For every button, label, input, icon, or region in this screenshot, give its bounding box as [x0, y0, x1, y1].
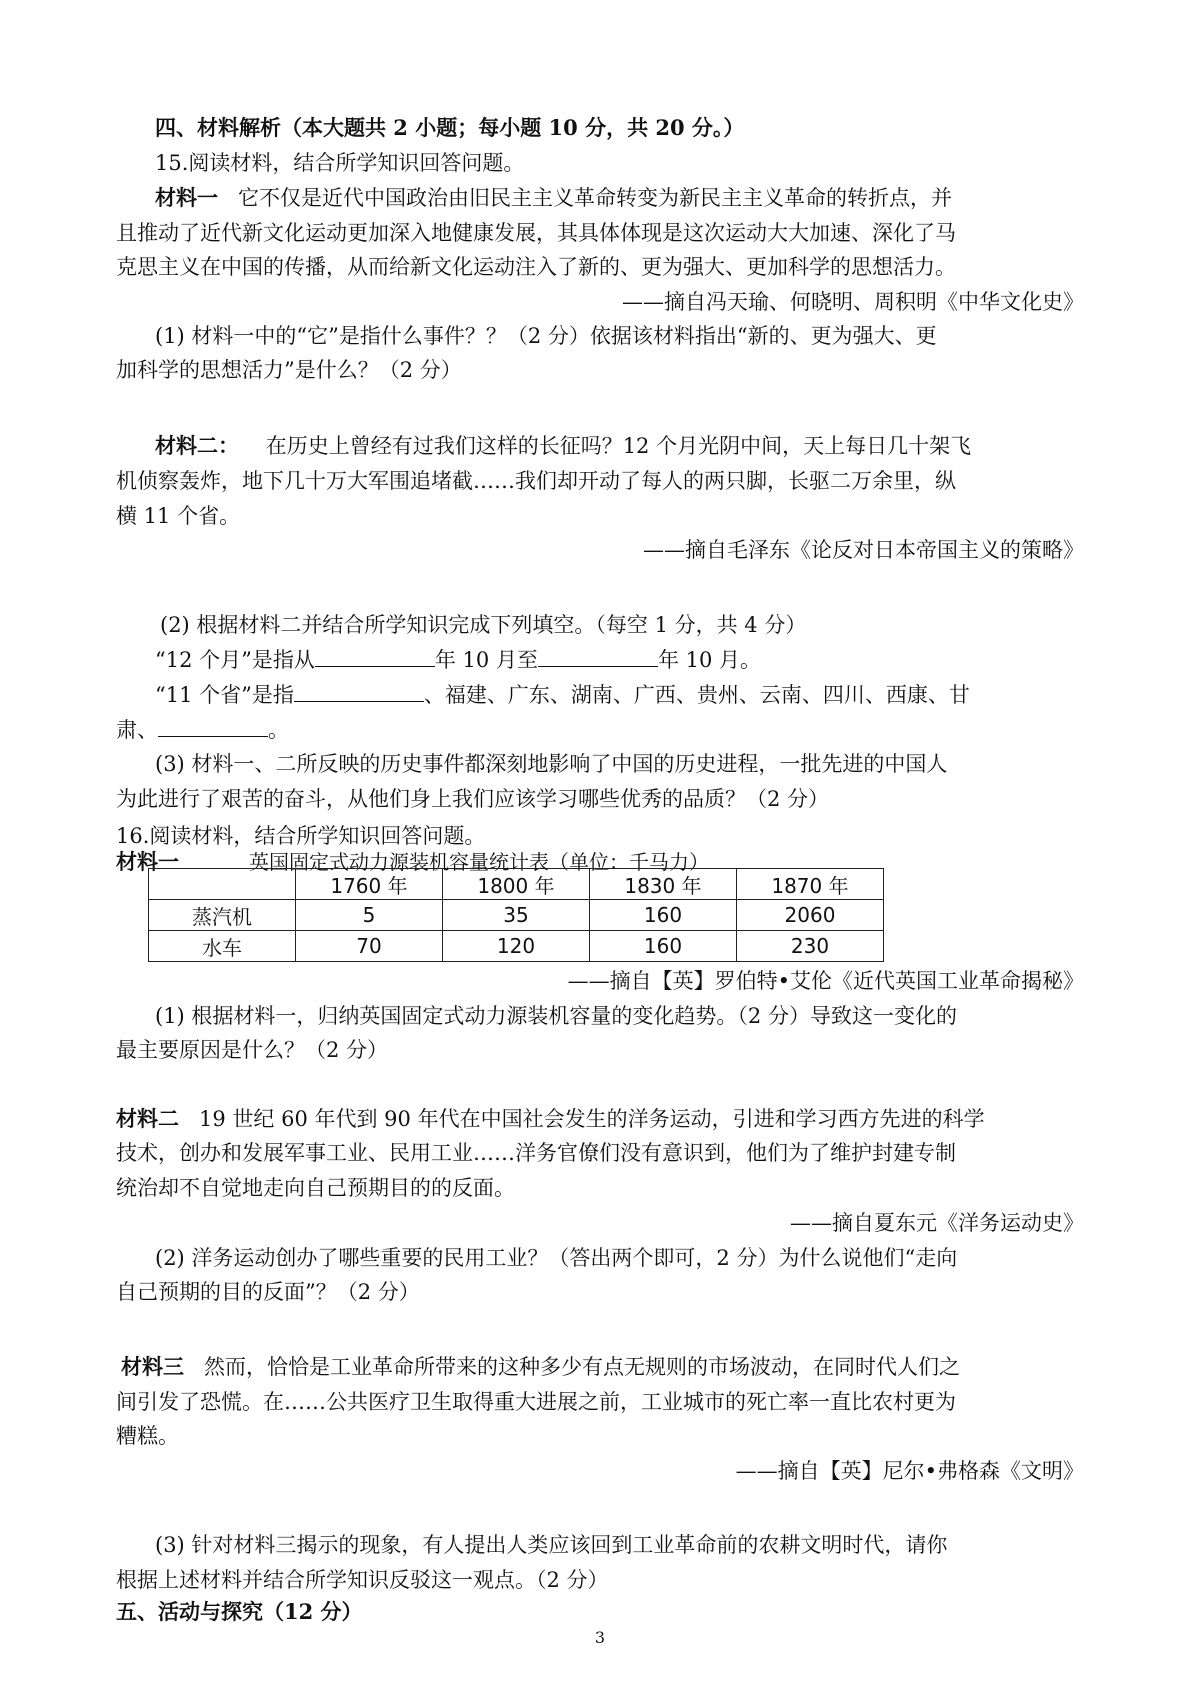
table-cell: 水车 — [149, 931, 296, 962]
answer-blank[interactable] — [315, 646, 435, 667]
fill-blank-12-months — [155, 646, 1200, 674]
page-number: 3 — [594, 1628, 606, 1647]
material-text: 19 世纪 60 年代到 90 年代在中国社会发生的洋务运动，引进和学习西方先进的科学 — [199, 1107, 985, 1131]
q15-question-3-line-1: (3) 材料一、二所反映的历史事件都深刻地影响了中国的历史进程，一批先进的中国人 — [155, 752, 948, 776]
material-label: 材料一 — [155, 185, 218, 210]
table-caption: 英国固定式动力源装机容量统计表（单位：千马力） — [249, 850, 709, 874]
answer-blank[interactable] — [538, 646, 658, 667]
table-cell: 230 — [737, 931, 884, 962]
fill-text: 年 10 月至 — [434, 648, 538, 672]
q15-question-1-line-2: 加科学的思想活力”是什么？（2 分） — [116, 358, 462, 382]
table-header-row — [149, 869, 884, 900]
table-cell: 160 — [590, 900, 737, 931]
fill-text: 肃、 — [116, 718, 158, 742]
q15-material-2-line-1 — [155, 432, 1200, 460]
table-header-cell: 1760 年 — [296, 869, 443, 900]
q16-material-2-line-1 — [116, 1105, 1200, 1133]
q16-question-3-line-2: 根据上述材料并结合所学知识反驳这一观点。（2 分） — [116, 1568, 609, 1592]
q15-material-1-line-3: 克思主义在中国的传播，从而给新文化运动注入了新的、更为强大、更加科学的思想活力。 — [116, 255, 956, 279]
q16-material-3-line-3: 糟糕。 — [116, 1424, 179, 1448]
table-cell: 5 — [296, 900, 443, 931]
table-header-cell: 1800 年 — [443, 869, 590, 900]
table-cell: 120 — [443, 931, 590, 962]
q16-question-1-line-1: (1) 根据材料一，归纳英国固定式动力源装机容量的变化趋势。（2 分）导致这一变化的 — [155, 1004, 957, 1028]
material-label: 材料一 — [116, 849, 179, 874]
material-text: 在历史上曾经有过我们这样的长征吗？12 个月光阴中间，天上每日几十架飞 — [265, 434, 972, 458]
q16-question-2-line-2: 自己预期的目的反面”？（2 分） — [116, 1280, 420, 1304]
question-15-title: 15.阅读材料，结合所学知识回答问题。 — [155, 151, 525, 175]
table-cell: 2060 — [737, 900, 884, 931]
fill-blank-11-provinces-cont — [116, 716, 1200, 744]
q16-material-3-source: ——摘自【英】尼尔•弗格森《文明》 — [735, 1459, 1084, 1483]
q15-material-1-line-2: 且推动了近代新文化运动更加深入地健康发展，其具体体现是这次运动大大加速、深化了马 — [116, 221, 956, 245]
q15-question-2-line-1: (2) 根据材料二并结合所学知识完成下列填空。（每空 1 分，共 4 分） — [160, 613, 807, 637]
q15-material-1-line-1 — [155, 184, 1200, 212]
material-label: 材料三 — [121, 1354, 184, 1379]
table-cell: 35 — [443, 900, 590, 931]
fill-text: “11 个省”是指 — [155, 683, 294, 707]
fill-text: 、福建、广东、湖南、广西、贵州、云南、四川、西康、甘 — [423, 683, 970, 707]
q15-material-2-source: ——摘自毛泽东《论反对日本帝国主义的策略》 — [643, 538, 1084, 562]
material-text: 然而，恰恰是工业革命所带来的这种多少有点无规则的市场波动，在同时代人们之 — [204, 1355, 961, 1379]
fill-blank-11-provinces — [155, 681, 1200, 709]
q16-question-3-line-1: (3) 针对材料三揭示的现象，有人提出人类应该回到工业革命前的农耕文明时代，请你 — [155, 1533, 948, 1557]
table-header-cell — [149, 869, 296, 900]
q16-question-1-line-2: 最主要原因是什么？（2 分） — [116, 1038, 389, 1062]
q16-material-3-line-1 — [121, 1353, 1200, 1381]
q16-material-2-line-2: 技术，创办和发展军事工业、民用工业……洋务官僚们没有意识到，他们为了维护封建专制 — [116, 1141, 956, 1165]
q16-material-3-line-2: 间引发了恐慌。在……公共医疗卫生取得重大进展之前，工业城市的死亡率一直比农村更为 — [116, 1390, 956, 1414]
material-text: 它不仅是近代中国政治由旧民主主义革命转变为新民主主义革命的转折点，并 — [238, 186, 953, 210]
answer-blank[interactable] — [158, 716, 268, 737]
section-heading-materials: 四、材料解析（本大题共 2 小题；每小题 10 分，共 20 分。） — [155, 115, 745, 140]
table-row — [149, 900, 884, 931]
table-cell: 蒸汽机 — [149, 900, 296, 931]
q16-material-1-source: ——摘自【英】罗伯特•艾伦《近代英国工业革命揭秘》 — [567, 969, 1084, 993]
power-capacity-table — [148, 868, 884, 962]
question-16-title: 16.阅读材料，结合所学知识回答问题。 — [116, 824, 486, 848]
answer-blank[interactable] — [294, 681, 424, 702]
q16-material-2-line-3: 统治却不自觉地走向自己预期目的的反面。 — [116, 1176, 515, 1200]
q15-material-2-line-2: 机侦察轰炸，地下几十万大军围追堵截……我们却开动了每人的两只脚，长驱二万余里，纵 — [116, 469, 956, 493]
q15-material-1-source: ——摘自冯天瑜、何晓明、周积明《中华文化史》 — [622, 290, 1084, 314]
material-label: 材料二 — [116, 1106, 179, 1131]
q15-material-2-line-3: 横 11 个省。 — [116, 504, 241, 528]
table-cell: 70 — [296, 931, 443, 962]
fill-text: “12 个月”是指从 — [155, 648, 315, 672]
fill-text: 。 — [268, 718, 289, 742]
section-heading-activity: 五、活动与探究（12 分） — [116, 1599, 363, 1624]
q15-question-3-line-2: 为此进行了艰苦的奋斗，从他们身上我们应该学习哪些优秀的品质？（2 分） — [116, 787, 830, 811]
table-row — [149, 931, 884, 962]
table-header-cell: 1870 年 — [737, 869, 884, 900]
table-cell: 160 — [590, 931, 737, 962]
fill-text: 年 10 月。 — [657, 648, 762, 672]
material-label: 材料二： — [155, 433, 239, 458]
q16-question-2-line-1: (2) 洋务运动创办了哪些重要的民用工业？（答出两个即可，2 分）为什么说他们“走向 — [155, 1246, 958, 1270]
q16-material-2-source: ——摘自夏东元《洋务运动史》 — [790, 1211, 1084, 1235]
table-header-cell: 1830 年 — [590, 869, 737, 900]
q15-question-1-line-1: (1) 材料一中的“它”是指什么事件？？（2 分）依据该材料指出“新的、更为强大、更 — [155, 324, 937, 348]
